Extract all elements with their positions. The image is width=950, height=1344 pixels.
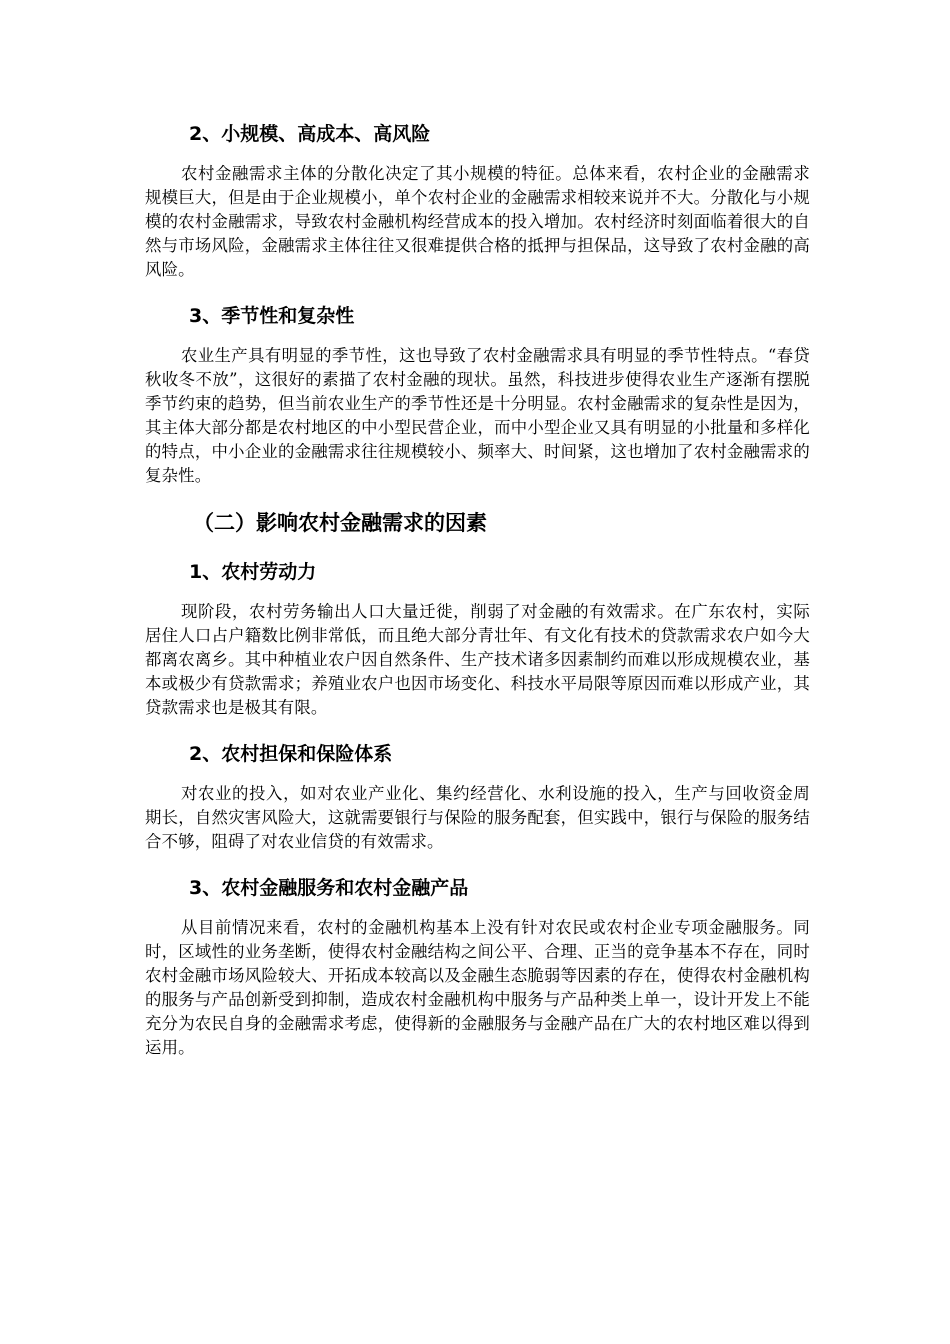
section-heading-seasonality: 3、季节性和复杂性 (189, 305, 355, 327)
major-heading-factors: （二）影响农村金融需求的因素 (193, 511, 487, 535)
spacer (145, 282, 810, 302)
document-page (145, 120, 810, 1060)
spacer (145, 488, 810, 508)
spacer (145, 586, 810, 600)
paragraph-services-products: 从目前情况来看，农村的金融机构基本上没有针对农民或农村企业专项金融服务。同时，区域性的业务垄断，使得农村金融结构之间公平、合理、正当的竞争基本不存在，同时农村金融市场风险较大、开拓成本较高以及金融生态脆弱等因素的存在，使得农村金融机构的服务与产品创新受到抑制，造成农村金融机构中服务与产品种类上单一，设计开发上不能充分为农民自身的金融需求考虑，使得新的金融服务与金融产品在广大的农村地区难以得到运用。 (145, 918, 810, 1057)
paragraph-seasonality: 农业生产具有明显的季节性，这也导致了农村金融需求具有明显的季节性特点。“春贷秋收冬不放”，这很好的素描了农村金融的现状。虽然，科技进步使得农业生产逐渐有摆脱季节约束的趋势，但当前农业生产的季节性还是十分明显。农村金融需求的复杂性是因为，其主体大部分都是农村地区的中小型民营企业，而中小型企业又具有明显的小批量和多样化的特点，中小企业的金融需求往往规模较小、频率大、时间紧，这也增加了农村金融需求的复杂性。 (145, 346, 810, 485)
spacer (145, 720, 810, 740)
spacer (145, 854, 810, 874)
spacer (145, 148, 810, 162)
factor-heading-services-products: 3、农村金融服务和农村金融产品 (189, 877, 469, 899)
factor-heading-labor: 1、农村劳动力 (189, 561, 317, 583)
paragraph-labor: 现阶段，农村劳务输出人口大量迁徙，削弱了对金融的有效需求。在广东农村，实际居住人口占户籍数比例非常低，而且绝大部分青壮年、有文化有技术的贷款需求农户如今大都离农离乡。其中种植业农户因自然条件、生产技术诸多因素制约而难以形成规模农业，基本或极少有贷款需求；养殖业农户也因市场变化、科技水平局限等原因而难以形成产业，其贷款需求也是极其有限。 (145, 602, 810, 717)
spacer (145, 538, 810, 558)
factor-heading-guarantee-insurance: 2、农村担保和保险体系 (189, 743, 393, 765)
spacer (145, 902, 810, 916)
paragraph-small-scale: 农村金融需求主体的分散化决定了其小规模的特征。总体来看，农村企业的金融需求规模巨大，但是由于企业规模小，单个农村企业的金融需求相较来说并不大。分散化与小规模的农村金融需求，导致农村金融机构经营成本的投入增加。农村经济时刻面临着很大的自然与市场风险，金融需求主体往往又很难提供合格的抵押与担保品，这导致了农村金融的高风险。 (145, 164, 810, 279)
section-heading-small-scale: 2、小规模、高成本、高风险 (189, 123, 431, 145)
spacer (145, 768, 810, 782)
paragraph-guarantee-insurance: 对农业的投入，如对农业产业化、集约经营化、水利设施的投入，生产与回收资金周期长，自然灾害风险大，这就需要银行与保险的服务配套，但实践中，银行与保险的服务结合不够，阻碍了对农业信贷的有效需求。 (145, 784, 810, 851)
spacer (145, 330, 810, 344)
